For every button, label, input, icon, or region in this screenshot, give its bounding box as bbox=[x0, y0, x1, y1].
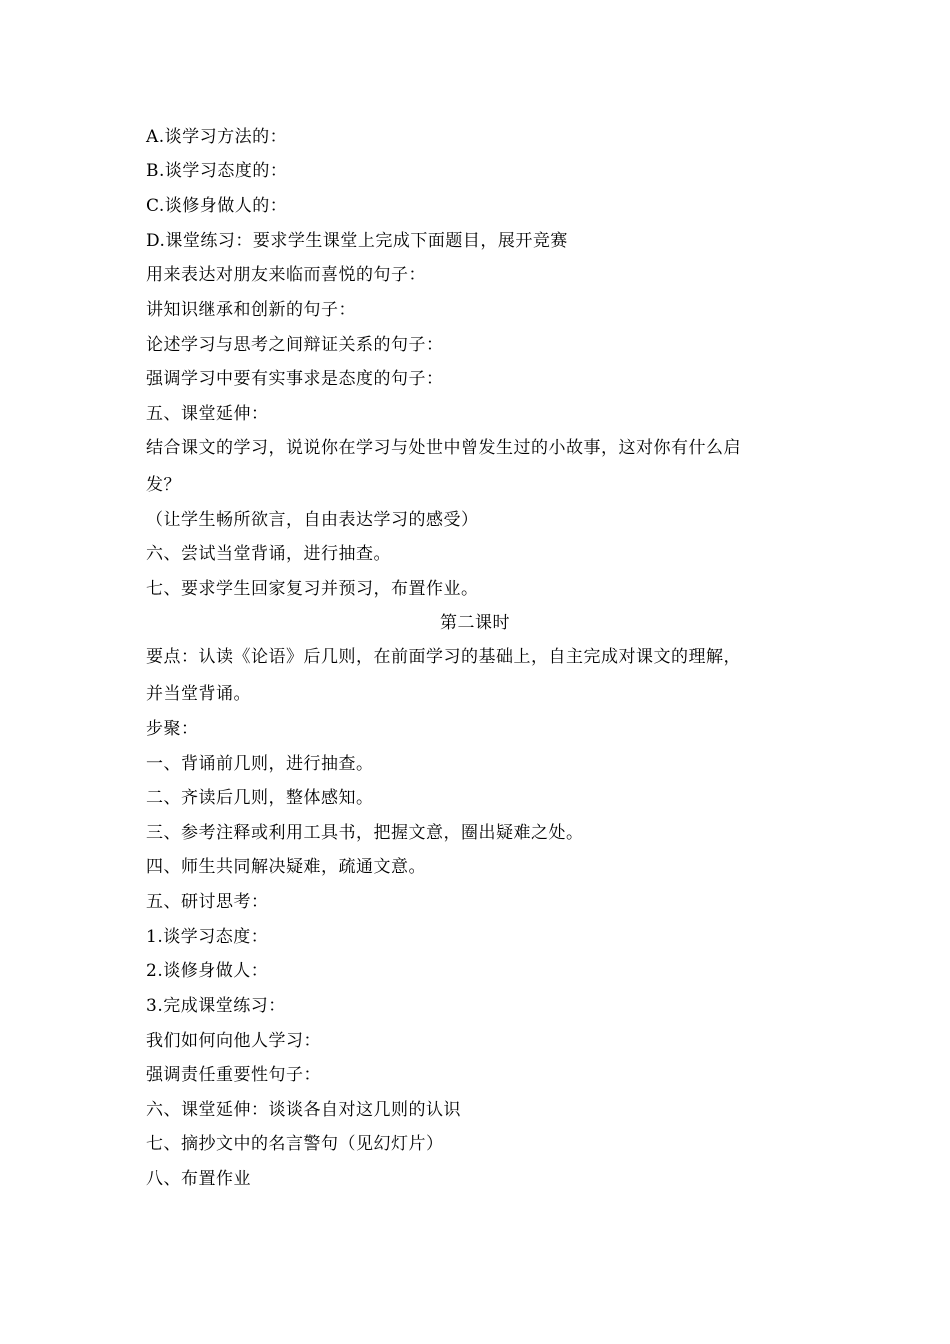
section-heading: 一、背诵前几则，进行抽查。 bbox=[146, 754, 374, 774]
text-line: 论述学习与思考之间辩证关系的句子： bbox=[146, 335, 444, 355]
text-line: A.谈学习方法的： bbox=[146, 127, 288, 147]
list-item: 3.完成课堂练习： bbox=[146, 996, 286, 1016]
text-line: 结合课文的学习，说说你在学习与处世中曾发生过的小故事，这对你有什么启 bbox=[146, 438, 741, 458]
section-heading: 四、师生共同解决疑难，疏通文意。 bbox=[146, 857, 426, 877]
text-line: 要点：认读《论语》后几则，在前面学习的基础上，自主完成对课文的理解， bbox=[146, 647, 741, 667]
text-line: 发？ bbox=[146, 475, 181, 495]
list-item: 2.谈修身做人： bbox=[146, 961, 269, 981]
text-line: 步聚： bbox=[146, 719, 199, 739]
text-line: B.谈学习态度的： bbox=[146, 161, 288, 181]
lesson-title: 第二课时 bbox=[440, 613, 510, 633]
section-heading: 六、课堂延伸：谈谈各自对这几则的认识 bbox=[146, 1100, 461, 1120]
text-line: 我们如何向他人学习： bbox=[146, 1031, 321, 1051]
section-heading: 二、齐读后几则，整体感知。 bbox=[146, 788, 374, 808]
text-line: D.课堂练习：要求学生课堂上完成下面题目，展开竞赛 bbox=[146, 231, 568, 251]
section-heading: 七、要求学生回家复习并预习，布置作业。 bbox=[146, 579, 479, 599]
list-item: 1.谈学习态度： bbox=[146, 927, 269, 947]
section-heading: 六、尝试当堂背诵，进行抽查。 bbox=[146, 544, 391, 564]
text-line: 并当堂背诵。 bbox=[146, 684, 251, 704]
section-heading: 八、布置作业 bbox=[146, 1169, 251, 1189]
text-line: 用来表达对朋友来临而喜悦的句子： bbox=[146, 265, 426, 285]
text-line: 强调学习中要有实事求是态度的句子： bbox=[146, 369, 444, 389]
section-heading: 五、研讨思考： bbox=[146, 892, 269, 912]
text-line: C.谈修身做人的： bbox=[146, 196, 288, 216]
section-heading: 五、课堂延伸： bbox=[146, 404, 269, 424]
text-line: 强调责任重要性句子： bbox=[146, 1065, 321, 1085]
text-line: （让学生畅所欲言，自由表达学习的感受） bbox=[146, 510, 479, 530]
section-heading: 三、参考注释或利用工具书，把握文意，圈出疑难之处。 bbox=[146, 823, 584, 843]
section-heading: 七、摘抄文中的名言警句（见幻灯片） bbox=[146, 1134, 444, 1154]
text-line: 讲知识继承和创新的句子： bbox=[146, 300, 356, 320]
